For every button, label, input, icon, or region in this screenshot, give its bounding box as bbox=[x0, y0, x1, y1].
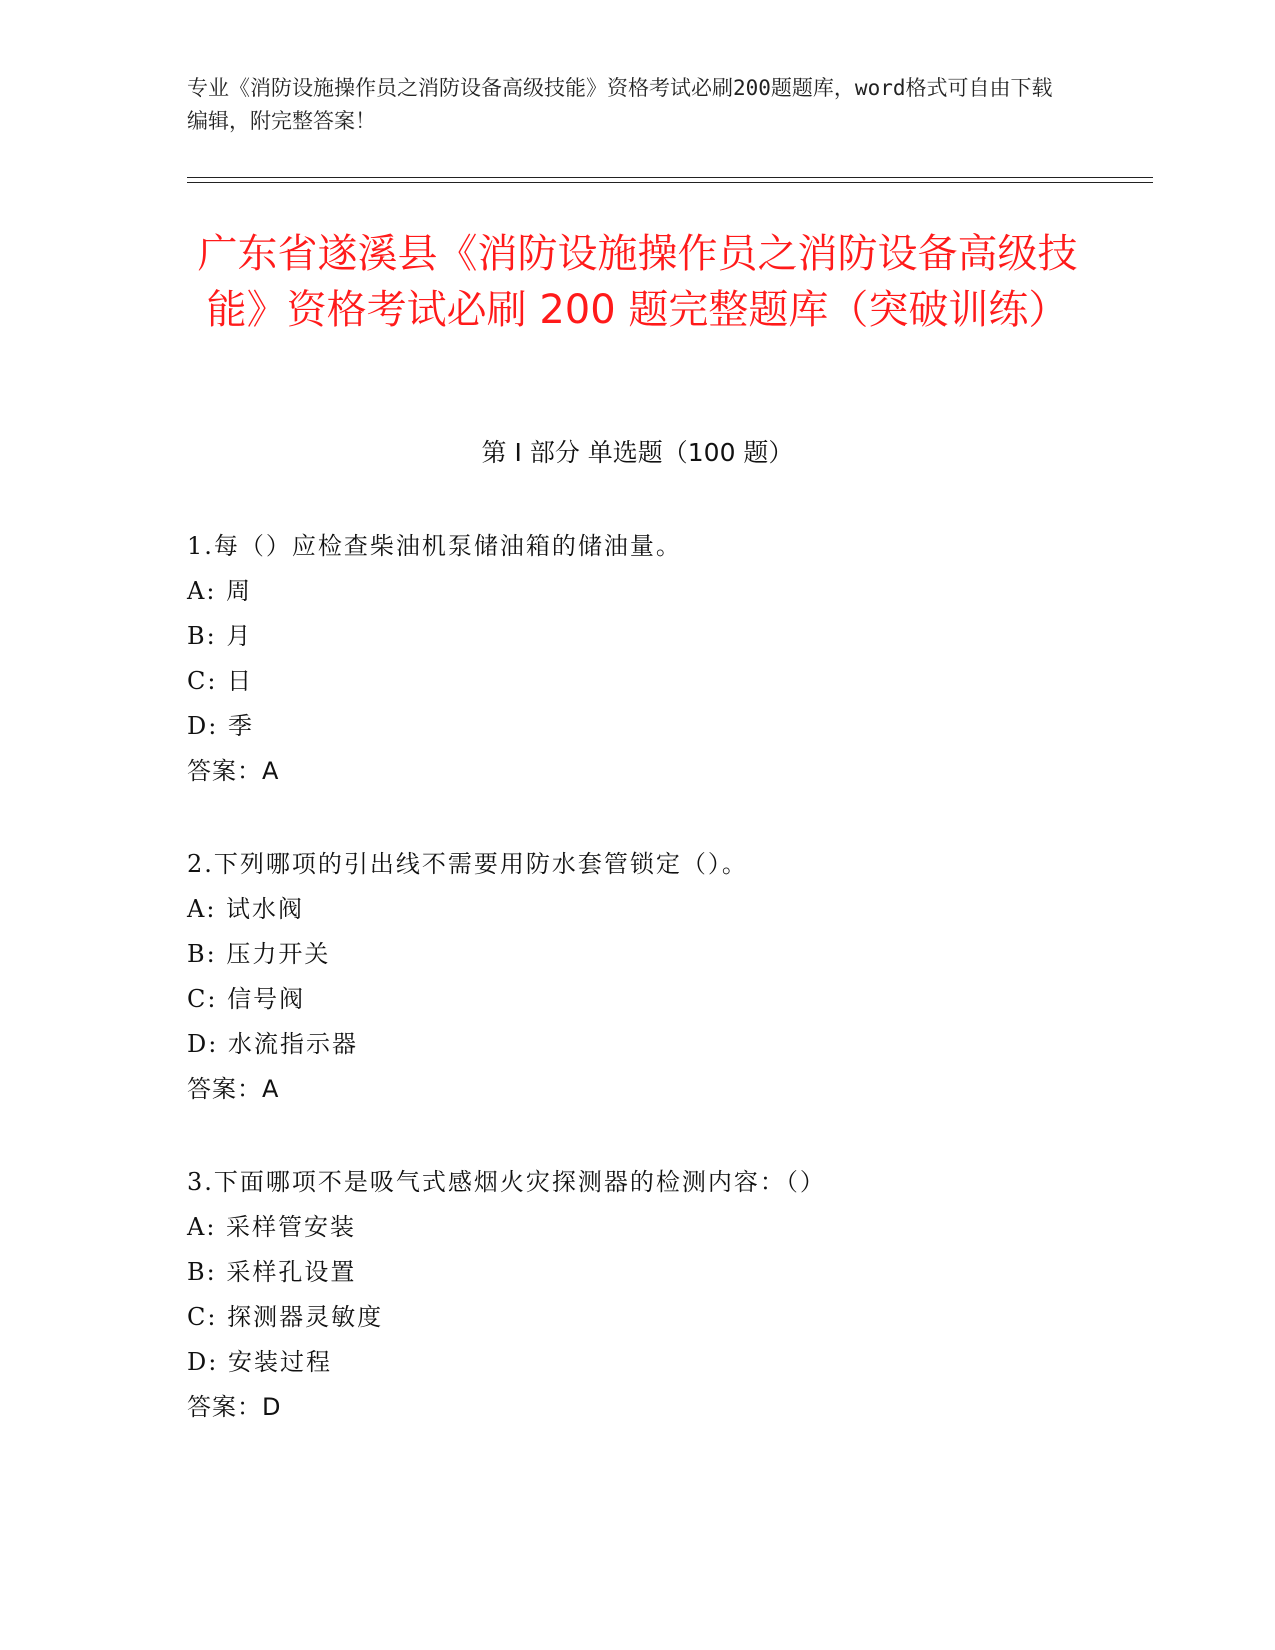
answer-line: 答案：A bbox=[187, 757, 280, 785]
answer-line: 答案：D bbox=[187, 1393, 282, 1421]
document-title: 广东省遂溪县《消防设施操作员之消防设备高级技能》资格考试必刷 200 题完整题库（突破训练） bbox=[197, 231, 1078, 333]
question-block bbox=[187, 842, 1137, 1112]
section-title: 第 I 部分 单选题（100 题） bbox=[481, 438, 794, 467]
answer-line: 答案：A bbox=[187, 1075, 280, 1103]
option-b: B: 压力开关 bbox=[187, 940, 331, 968]
option-a: A: 周 bbox=[187, 577, 253, 605]
question-stem: 1.每（）应检查柴油机泵储油箱的储油量。 bbox=[187, 532, 682, 560]
option-b: B: 月 bbox=[187, 622, 253, 650]
option-b: B: 采样孔设置 bbox=[187, 1258, 357, 1286]
option-c: C: 探测器灵敏度 bbox=[187, 1303, 384, 1331]
question-block bbox=[187, 1160, 1137, 1430]
option-d: D: 水流指示器 bbox=[187, 1030, 358, 1058]
option-d: D: 季 bbox=[187, 712, 254, 740]
option-c: C: 信号阀 bbox=[187, 985, 306, 1013]
question-block bbox=[187, 524, 1137, 794]
header-note: 专业《消防设施操作员之消防设备高级技能》资格考试必刷200题题库，word格式可自由下载编辑，附完整答案！ bbox=[187, 76, 1053, 133]
option-c: C: 日 bbox=[187, 667, 254, 695]
question-stem: 2.下列哪项的引出线不需要用防水套管锁定（）。 bbox=[187, 850, 748, 878]
option-d: D: 安装过程 bbox=[187, 1348, 332, 1376]
option-a: A: 采样管安装 bbox=[187, 1213, 357, 1241]
header-rule-bottom bbox=[187, 182, 1153, 183]
header-rule-top bbox=[187, 177, 1153, 178]
option-a: A: 试水阀 bbox=[187, 895, 305, 923]
question-stem: 3.下面哪项不是吸气式感烟火灾探测器的检测内容：（） bbox=[187, 1168, 826, 1196]
